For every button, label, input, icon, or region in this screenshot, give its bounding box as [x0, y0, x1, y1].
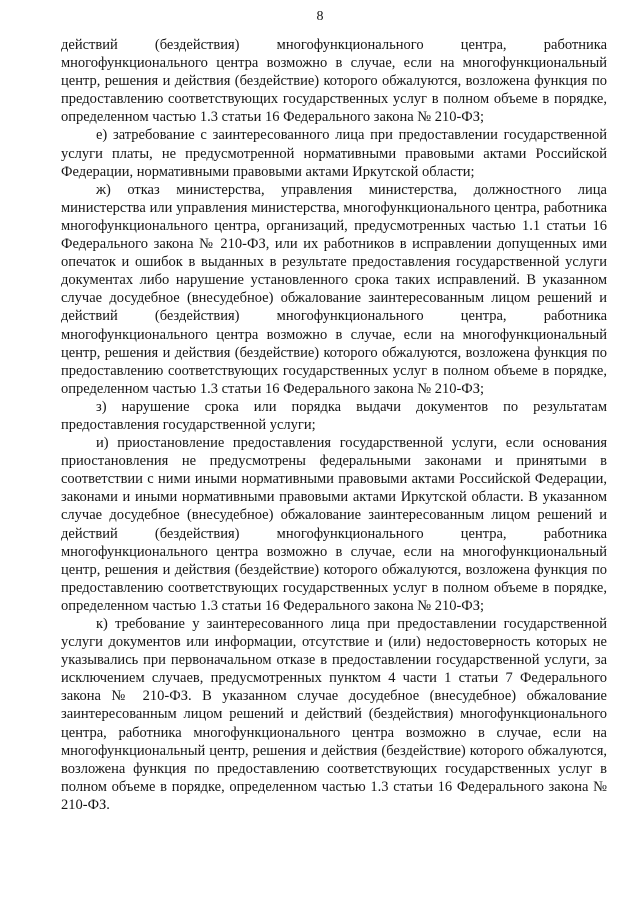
- paragraph-k: к) требование у заинтересованного лица при предоставлении государственной услуги документов или информации, отсутствие и (или) недостоверность которых не указывались при первоначальном отказе в предоставлении государственной услуги, за исключением случаев, предусмотренных пунктом 4 части 1 статьи 7 Федерального закона № 210-ФЗ. В указанном случае досудебное (внесудебное) обжалование заинтересованным лицом решений и действий (бездействия) многофункционального центра, работника многофункционального центра возможно в случае, если на многофункциональный центр, решения и действия (бездействие) которого обжалуются, возложена функция по предоставлению соответствующих государственных услуг в полном объеме в порядке, определенном частью 1.3 статьи 16 Федерального закона № 210-ФЗ.: [61, 616, 607, 813]
- paragraph-z: з) нарушение срока или порядка выдачи документов по результатам предоставления государственной услуги;: [61, 398, 607, 433]
- paragraph-continuation: действий (бездействия) многофункционального центра, работника многофункционального центра возможно в случае, если на многофункциональный центр, решения и действия (бездействие) которого обжалуются, возложена функция по предоставлению соответствующих государственных услуг в полном объеме в порядке, определенном частью 1.3 статьи 16 Федерального закона № 210-ФЗ;: [61, 37, 607, 126]
- document-body: [61, 36, 607, 814]
- page-number: 8: [316, 9, 324, 24]
- paragraph-zh: ж) отказ министерства, управления министерства, должностного лица министерства или управления министерства, многофункционального центра, работника многофункционального центра, организаций, предусмотренных частью 1.1 статьи 16 Федерального закона № 210-ФЗ, или их работников в исправлении допущенных ими опечаток и ошибок в выданных в результате предоставления государственной услуги документах либо нарушение установленного срока таких исправлений. В указанном случае досудебное (внесудебное) обжалование заинтересованным лицом решений и действий (бездействия) многофункционального центра, работника многофункционального центра возможно в случае, если на многофункциональный центр, решения и действия (бездействие) которого обжалуются, возложена функция по предоставлению соответствующих государственных услуг в полном объеме в порядке, определенном частью 1.3 статьи 16 Федерального закона № 210-ФЗ;: [61, 181, 607, 397]
- paragraph-i: и) приостановление предоставления государственной услуги, если основания приостановления не предусмотрены федеральными законами и принятыми в соответствии с ними иными нормативными правовыми актами Российской Федерации, законами и иными нормативными правовыми актами Иркутской области. В указанном случае досудебное (внесудебное) обжалование заинтересованным лицом решений и действий (бездействия) многофункционального центра, работника многофункционального центра возможно в случае, если на многофункциональный центр, решения и действия (бездействие) которого обжалуются, возложена функция по предоставлению соответствующих государственных услуг в полном объеме в порядке, определенном частью 1.3 статьи 16 Федерального закона № 210-ФЗ;: [61, 435, 607, 614]
- paragraph-e: е) затребование с заинтересованного лица при предоставлении государственной услуги платы, не предусмотренной нормативными правовыми актами Российской Федерации, нормативными правовыми актами Иркутской области;: [61, 127, 607, 180]
